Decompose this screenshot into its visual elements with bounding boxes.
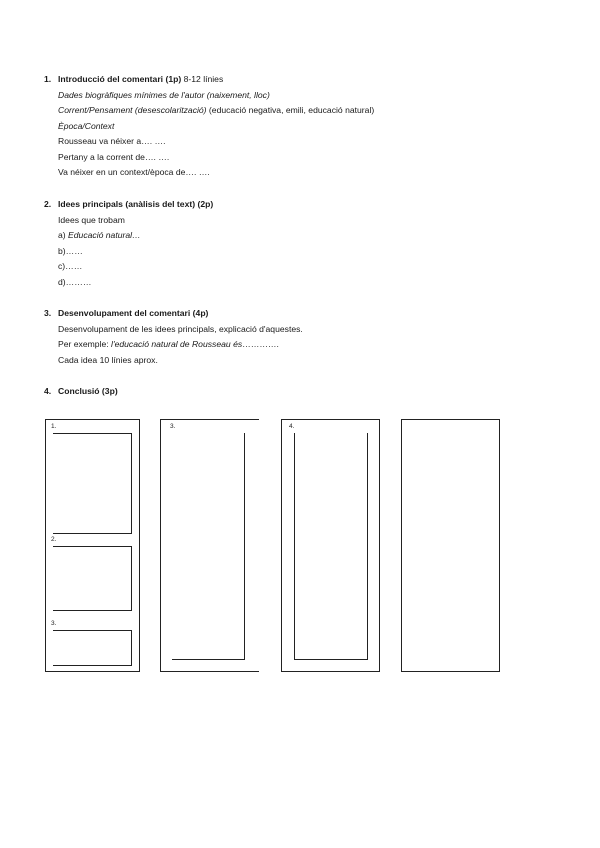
panel-2 <box>160 419 259 672</box>
item-a-prefix: a) <box>58 230 69 240</box>
example-suffix: …………. <box>242 339 279 349</box>
panel-1-label-2: 2. <box>51 536 57 543</box>
section-1-line-5: Pertany a la corrent de…. …. <box>58 151 170 162</box>
panel-1-label-1: 1. <box>51 423 57 430</box>
panel-3 <box>281 419 380 672</box>
section-3 <box>44 306 303 368</box>
section-1-bio-line: Dades biogràfiques mínimes de l'autor (naixement, lloc) <box>58 89 270 100</box>
section-2-heading <box>44 197 213 213</box>
section-3-heading <box>44 306 303 322</box>
section-4-number: 4. <box>44 386 52 396</box>
section-4-title: Conclusió (3p) <box>58 386 118 396</box>
corrent-italic: Corrent/Pensament (desescolarització) <box>58 105 207 115</box>
section-1-note: 8-12 línies <box>183 74 224 84</box>
section-3-line-1: Desenvolupament de les idees principals, explicació d'aquestes. <box>58 323 303 334</box>
panel-3-label: 4. <box>289 423 295 430</box>
section-3-number: 3. <box>44 308 52 318</box>
section-4 <box>44 384 118 400</box>
section-2 <box>44 197 213 290</box>
panel-1-label-3: 3. <box>51 620 57 627</box>
panel-3-right-line <box>367 433 368 660</box>
section-1-line-4: Rousseau va néixer a…. …. <box>58 136 166 146</box>
section-1-title: Introducció del comentari <box>58 74 164 84</box>
panel-2-label: 3. <box>170 423 176 430</box>
section-1-points: (1p) <box>165 74 182 84</box>
section-2-number: 2. <box>44 199 52 209</box>
panel-2-vertical-line <box>244 433 245 660</box>
panel-4 <box>401 419 500 672</box>
item-a-text: Educació natural… <box>68 230 141 240</box>
section-3-line-3: Cada idea 10 línies aprox. <box>58 354 158 365</box>
panel-1-frame-3 <box>53 630 132 666</box>
section-2-title: Idees principals (anàlisis del text) (2p) <box>58 199 214 209</box>
panel-1 <box>45 419 140 672</box>
panel-1-frame-2 <box>53 546 132 611</box>
section-2-item-a <box>44 228 213 244</box>
panel-2-bottom-line <box>172 659 245 660</box>
section-3-title: Desenvolupament del comentari (4p) <box>58 308 209 318</box>
panel-1-frame-1 <box>53 433 132 534</box>
section-2-item-d: d)……… <box>58 276 92 287</box>
panel-3-left-line <box>294 433 295 660</box>
section-2-item-c: c)…… <box>58 261 83 271</box>
section-3-example-line <box>44 337 303 353</box>
section-2-item-b: b)…… <box>58 245 83 256</box>
example-italic: l'educació natural de Rousseau és <box>111 339 243 349</box>
section-1-number: 1. <box>44 74 52 84</box>
section-1-line-6: Va néixer en un context/època de…. …. <box>58 167 210 177</box>
section-1 <box>44 72 374 181</box>
example-prefix: Per exemple: <box>58 339 112 349</box>
section-1-epoca-line: Època/Context <box>58 120 115 131</box>
section-1-heading <box>44 72 374 88</box>
section-2-line-1: Idees que trobam <box>58 214 125 225</box>
section-4-heading <box>44 384 118 400</box>
panel-3-bottom-line <box>294 659 368 660</box>
corrent-rest: (educació negativa, emili, educació natural) <box>206 105 375 115</box>
section-1-corrent-line <box>44 103 374 119</box>
